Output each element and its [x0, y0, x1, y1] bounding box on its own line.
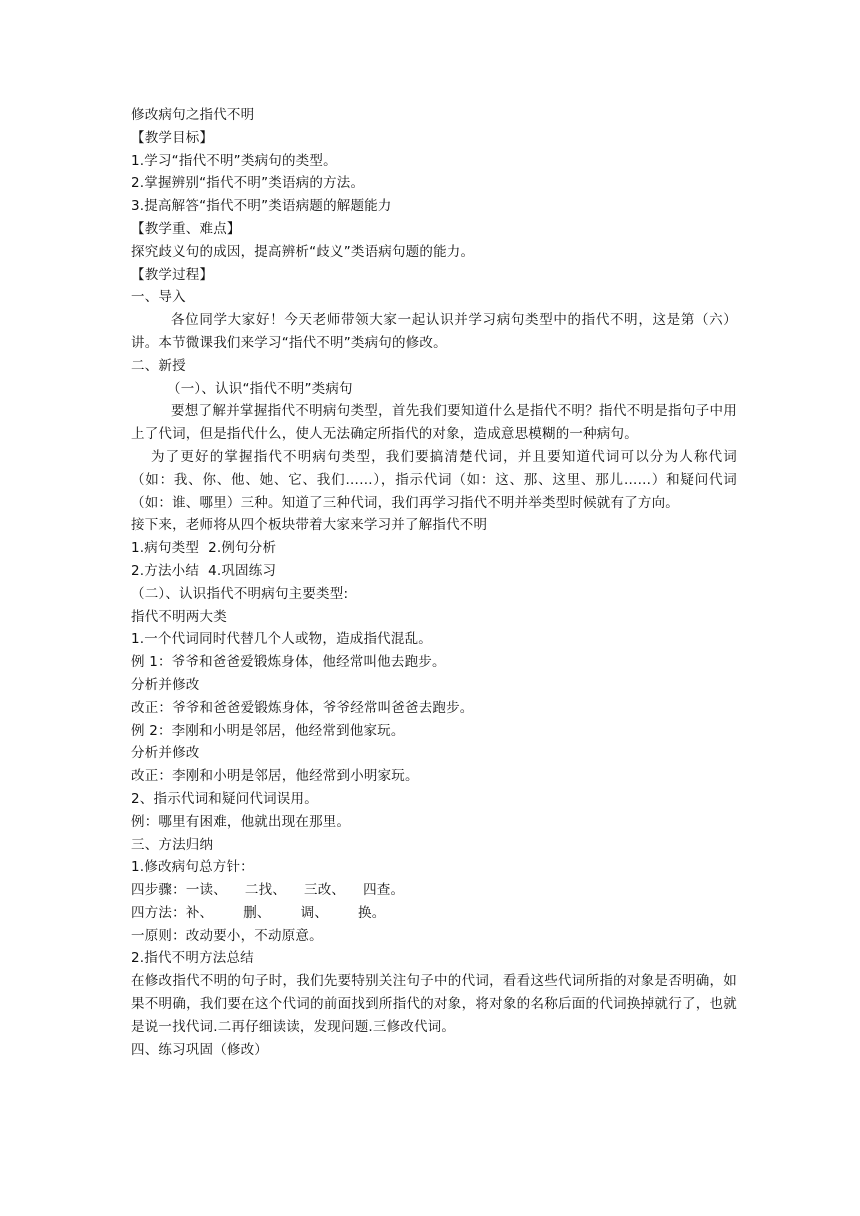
- key-points-text: 探究歧义句的成因，提高辨析“歧义”类语病句题的能力。: [131, 243, 475, 260]
- method-item: 删、: [243, 904, 271, 921]
- section-2-paragraph-2: 为了更好的掌握指代不明病句类型，我们要搞清楚代词，并且要知道代词可以分为人称代词（如：我、你、他、她、它、我们……），指示代词（如：这、那、这里、那儿……）和疑问代词（如：谁、哪里）三种。知道了三种代词，我们再学习指代不明并举类型时候就有了方向。: [131, 448, 737, 511]
- document-page: [131, 104, 737, 1061]
- example-1: 例 1：爷爷和爸爸爱锻炼身体，他经常叫他去跑步。: [131, 654, 446, 671]
- analysis-1: 分析并修改: [131, 676, 200, 693]
- example-3: 例：哪里有困难，他就出现在那里。: [131, 813, 351, 830]
- analysis-2: 分析并修改: [131, 745, 200, 762]
- goal-item-1: 1.学习“指代不明”类病句的类型。: [131, 152, 337, 169]
- goal-item-2: 2.掌握辨别“指代不明”类语病的方法。: [131, 175, 365, 192]
- methods-label: 四方法：: [131, 904, 186, 921]
- heading-goals: 【教学目标】: [131, 129, 214, 146]
- type-1: 1.一个代词同时代替几个人或物，造成指代混乱。: [131, 631, 432, 648]
- section-2-subheading-2: （二）、认识指代不明病句主要类型:: [131, 585, 349, 602]
- fix-1: 改正：爷爷和爸爸爱锻炼身体，爷爷经常叫爸爸去跑步。: [131, 699, 474, 716]
- heading-key-points: 【教学重、难点】: [131, 220, 241, 237]
- method-item: 调、: [300, 904, 329, 921]
- example-2: 例 2：李刚和小明是邻居，他经常到他家玩。: [131, 722, 405, 739]
- section-1-title: 一、导入: [131, 289, 186, 306]
- principle-line: 一原则：改动要小，不动原意。: [131, 927, 323, 944]
- section-2-title: 二、新授: [131, 357, 186, 374]
- section-2-subheading-1: （一）、认识“指代不明”类病句: [167, 380, 353, 397]
- document-title: 修改病句之指代不明: [131, 107, 255, 123]
- step-item: 四查。: [363, 882, 405, 899]
- step-item: 一读、: [185, 882, 227, 899]
- step-item: 三改、: [304, 882, 346, 899]
- section-2-list-1: 1.病句类型 2.例句分析: [131, 540, 277, 557]
- step-item: 二找、: [244, 882, 287, 899]
- steps-line: [131, 879, 737, 902]
- section-2-list-2: 2.方法小结 4.巩固练习: [131, 562, 277, 579]
- two-categories: 指代不明两大类: [131, 608, 227, 625]
- section-1-paragraph: 各位同学大家好！今天老师带领大家一起认识并学习病句类型中的指代不明，这是第（六）讲。本节微课我们来学习“指代不明”类病句的修改。: [131, 312, 737, 351]
- fix-2: 改正：李刚和小明是邻居，他经常到小明家玩。: [131, 768, 419, 785]
- methods-line: [131, 902, 737, 925]
- section-2-paragraph-1: 要想了解并掌握指代不明病句类型，首先我们要知道什么是指代不明？指代不明是指句子中用上了代词，但是指代什么，使人无法确定所指代的对象，造成意思模糊的一种病句。: [131, 403, 737, 443]
- method-item: 换。: [358, 904, 386, 921]
- method-2-paragraph: 在修改指代不明的句子时，我们先要特别关注句子中的代词，看看这些代词所指的对象是否明确，如果不明确，我们要在这个代词的前面找到所指代的对象，将对象的名称后面的代词换掉就行了，也就是说一找代词.二再仔细读读，发现问题.三修改代词。: [131, 973, 737, 1035]
- goal-item-3: 3.提高解答“指代不明”类语病题的解题能力: [131, 198, 392, 215]
- method-1: 1.修改病句总方针：: [131, 859, 254, 876]
- type-2: 2、指示代词和疑问代词误用。: [131, 790, 318, 807]
- section-2-next: 接下来，老师将从四个板块带着大家来学习并了解指代不明: [131, 517, 488, 534]
- method-item: 补、: [185, 904, 214, 921]
- section-3-title: 三、方法归纳: [131, 836, 214, 853]
- steps-label: 四步骤：: [131, 882, 186, 899]
- section-4-title: 四、练习巩固（修改）: [131, 1041, 268, 1058]
- heading-process: 【教学过程】: [131, 266, 214, 283]
- method-2: 2.指代不明方法总结: [131, 950, 254, 967]
